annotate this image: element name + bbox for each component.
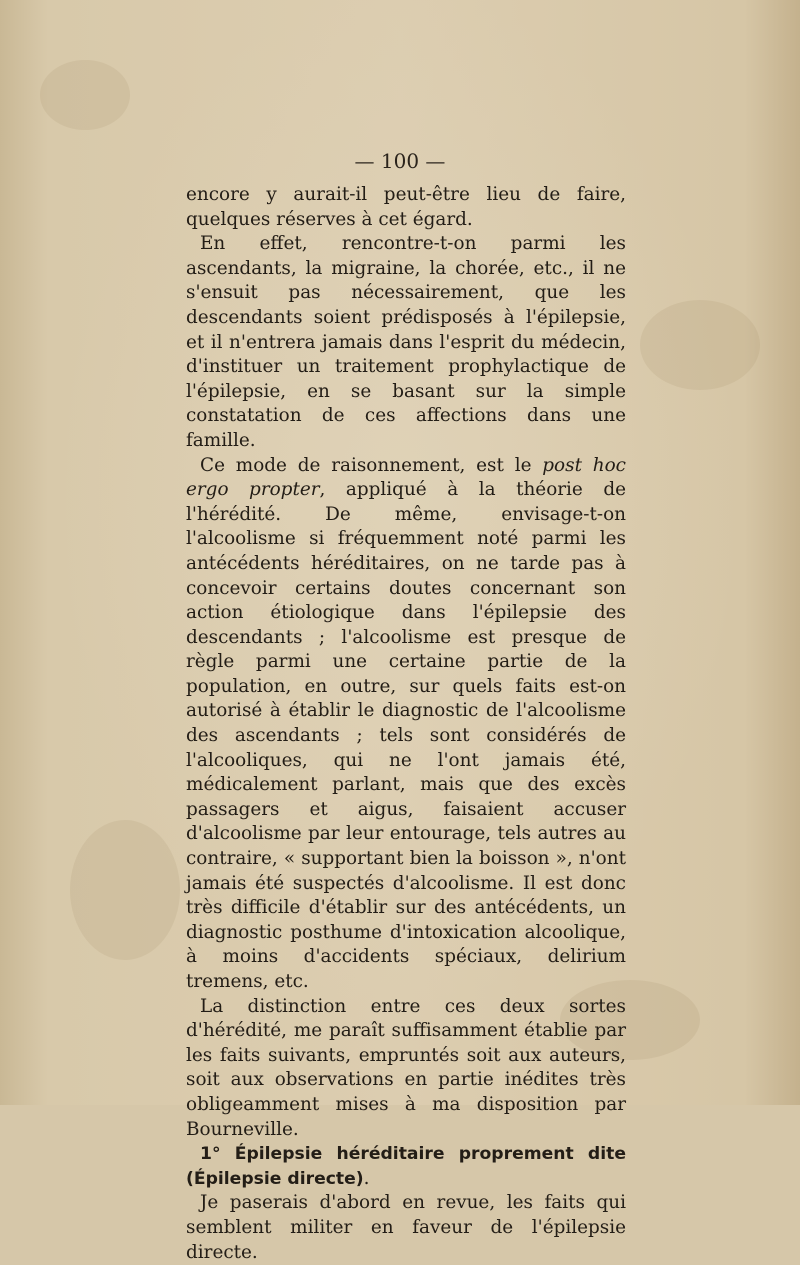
paper-stain — [70, 820, 180, 960]
paragraph-text: , appliqué à la théorie de l'hérédité. De même, envisage-t-on l'alcoolisme si fréquemment noté parmi les antécédents héréditaires, on ne tarde pas à concevoir certains doutes concernant son action étiologique dans l'épilepsie des descendants ; l'alcoolisme est presque de règle parmi une certaine partie de la population, en outre, sur quels faits est-on autorisé à établir le diagnostic de l'alcoolisme des ascendants ; tels sont considérés de l'alcooliques, qui ne l'ont jamais été, médicalement parlant, mais que des excès passagers et aigus, faisaient accuser d'alcoolisme par leur entourage, tels autres au contraire, « supportant bien la boisson », n'ont jamais été suspectés d'alcoolisme. Il est donc très difficile d'établir sur des antécédents, un diagnostic posthume d'intoxication alcoolique, à moins d'accidents spéciaux, delirium tremens, etc. — [186, 479, 627, 992]
paragraph: La distinction entre ces deux sortes d'hérédité, me paraît suffisamment établie par les faits suivants, empruntés soit aux auteurs, soit aux observations en partie inédites très obligeamment mises à ma disposition par Bourneville. — [186, 995, 626, 1140]
heading-number: 1° — [200, 1144, 235, 1165]
latin-phrase: post hoc ergo propter — [186, 454, 626, 501]
paragraph: encore y aurait-il peut-être lieu de faire, quelques réserves à cet égard. — [186, 184, 626, 230]
page-text — [186, 183, 626, 1265]
section-heading — [186, 1142, 626, 1191]
paragraph: Je paserais d'abord en revue, les faits qui semblent militer en faveur de l'épilepsie directe. — [186, 1192, 626, 1263]
heading-title: Épilepsie héréditaire proprement dite (Épilepsie directe) — [186, 1144, 626, 1189]
heading-end: . — [363, 1167, 370, 1189]
paper-stain — [640, 300, 760, 390]
paragraph: En effet, rencontre-t-on parmi les ascendants, la migraine, la chorée, etc., il ne s'ensuit pas nécessairement, que les descendants soient prédisposés à l'épilepsie, et il n'entrera jamais dans l'esprit du médecin, d'instituer un traitement prophylactique de l'épilepsie, en se basant sur la simple constatation de ces affections dans une famille. — [186, 233, 626, 451]
paper-stain — [40, 60, 130, 130]
paragraph-text: Ce mode de raisonnement, est le — [200, 454, 543, 476]
page-number: — 100 — — [354, 149, 446, 173]
paragraph — [186, 454, 626, 995]
